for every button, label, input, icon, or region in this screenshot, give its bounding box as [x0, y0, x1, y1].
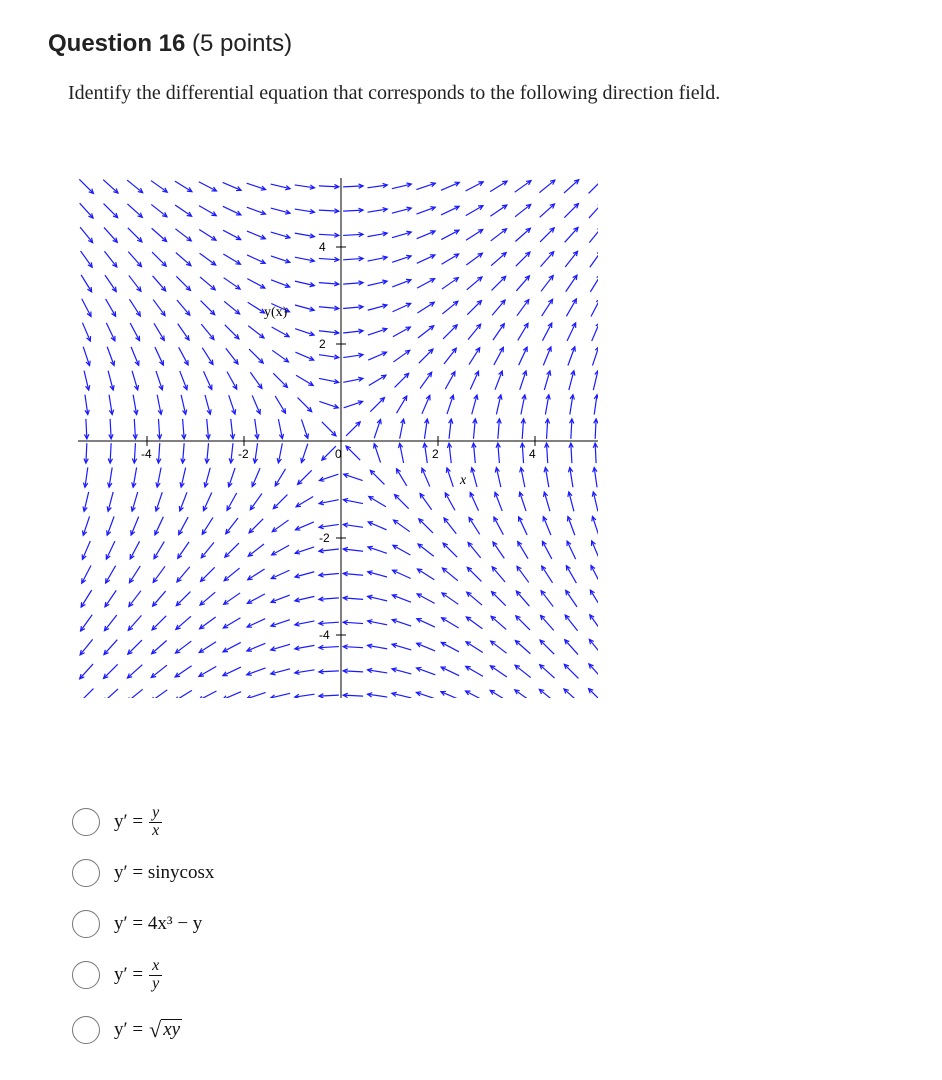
field-arrow	[81, 251, 93, 267]
field-arrow	[442, 618, 459, 628]
field-arrow	[468, 542, 481, 557]
field-arrow	[201, 567, 215, 581]
field-arrow	[273, 495, 287, 509]
field-arrow	[442, 593, 458, 604]
option-siny-cosx[interactable]	[72, 855, 214, 891]
square-root	[149, 1019, 182, 1041]
field-arrow	[129, 275, 141, 291]
field-arrow	[129, 566, 140, 583]
field-arrow	[80, 664, 93, 679]
field-arrow	[542, 323, 551, 341]
field-arrow	[493, 324, 504, 340]
field-arrow	[151, 665, 167, 677]
field-arrow	[343, 671, 363, 672]
field-arrow	[595, 419, 596, 439]
numerator: y	[149, 805, 162, 823]
option-sqrt-xy[interactable]	[72, 1012, 182, 1048]
field-arrow	[571, 443, 572, 463]
field-arrow	[81, 275, 92, 292]
field-arrow	[178, 542, 189, 558]
field-arrow	[467, 567, 481, 581]
field-arrow	[104, 615, 116, 631]
radicand: xy	[163, 1019, 181, 1041]
field-arrow	[224, 593, 240, 604]
field-arrow	[420, 493, 432, 509]
field-arrow	[296, 375, 313, 385]
equation-lhs: y′ =	[114, 811, 144, 832]
field-arrow	[127, 665, 142, 678]
field-arrow	[319, 210, 339, 211]
field-arrow	[80, 639, 93, 655]
field-arrow	[226, 348, 238, 364]
field-arrow	[272, 327, 289, 337]
field-arrow	[199, 229, 216, 240]
option-equation: y′ = sinycosx	[114, 862, 215, 883]
field-arrow	[540, 665, 555, 678]
y-tick-label: -4	[319, 628, 330, 642]
field-arrow	[443, 325, 457, 339]
field-arrow	[224, 568, 239, 581]
field-arrow	[223, 230, 241, 239]
field-arrow	[322, 422, 336, 436]
field-arrow	[176, 276, 190, 290]
field-arrow	[128, 615, 141, 630]
field-arrow	[223, 254, 240, 264]
field-arrow	[541, 252, 554, 267]
field-arrow	[466, 253, 482, 265]
field-arrow	[223, 618, 240, 628]
field-arrow	[469, 348, 480, 365]
field-arrow	[152, 252, 166, 266]
field-arrow	[128, 252, 141, 267]
field-arrow	[442, 278, 458, 289]
field-arrow	[491, 616, 506, 629]
field-arrow	[225, 325, 239, 339]
field-arrow	[566, 275, 577, 292]
field-arrow	[518, 323, 528, 340]
field-arrow	[491, 641, 507, 653]
field-arrow	[395, 495, 409, 509]
field-arrow	[248, 326, 264, 338]
field-arrow	[202, 517, 213, 534]
radio-button[interactable]	[72, 859, 100, 887]
field-arrow	[298, 470, 312, 484]
field-arrow	[175, 181, 192, 192]
field-arrow	[103, 180, 118, 193]
field-arrow	[153, 591, 166, 606]
question-prompt: Identify the differential equation that corresponds to the following direction field.	[68, 82, 721, 104]
field-arrow	[275, 396, 285, 413]
field-arrow	[199, 182, 217, 191]
field-arrow	[128, 228, 142, 242]
question-number: Question 16	[48, 30, 186, 57]
field-arrow	[589, 664, 598, 679]
field-arrow	[466, 642, 483, 653]
field-arrow	[516, 252, 530, 266]
field-arrow	[200, 592, 215, 605]
field-arrow	[418, 326, 434, 338]
field-arrow	[199, 642, 216, 653]
field-arrow	[589, 179, 598, 193]
field-arrow	[441, 667, 459, 676]
field-arrow	[106, 299, 116, 316]
field-arrow	[177, 567, 190, 582]
direction-field-plot	[78, 178, 598, 698]
y-tick-label: 2	[319, 337, 326, 351]
field-arrow	[490, 181, 507, 192]
field-arrow	[589, 227, 598, 243]
field-arrow	[104, 640, 117, 655]
field-arrow	[346, 446, 360, 460]
field-arrow	[468, 324, 481, 339]
field-arrow	[442, 568, 457, 581]
field-arrow	[564, 689, 579, 698]
field-arrow	[110, 419, 111, 439]
field-arrow	[175, 666, 192, 677]
field-arrow	[419, 519, 433, 533]
field-arrow	[565, 227, 578, 242]
field-arrow	[127, 180, 143, 193]
x-axis-label: x	[460, 473, 467, 488]
field-arrow	[128, 640, 142, 654]
option-y-over-x[interactable]	[72, 804, 162, 840]
field-arrow	[248, 569, 265, 580]
field-arrow	[494, 517, 503, 535]
field-arrow	[151, 204, 167, 216]
field-arrow	[224, 278, 240, 289]
field-arrow	[105, 275, 116, 292]
field-arrow	[393, 520, 409, 532]
field-arrow	[516, 616, 530, 630]
field-arrow	[515, 665, 531, 677]
field-arrow	[566, 590, 577, 607]
field-arrow	[540, 228, 554, 242]
field-arrow	[441, 230, 459, 239]
field-arrow	[322, 446, 336, 460]
field-arrow	[444, 518, 456, 534]
field-arrow	[179, 347, 188, 365]
field-arrow	[515, 641, 530, 654]
field-arrow	[175, 205, 192, 216]
field-arrow	[466, 229, 483, 240]
field-arrow	[178, 324, 189, 340]
field-arrow	[466, 617, 482, 629]
field-arrow	[223, 667, 241, 676]
field-arrow	[79, 179, 93, 193]
field-arrow	[224, 301, 239, 314]
field-arrow	[370, 470, 384, 484]
field-arrow	[540, 204, 555, 217]
field-arrow	[369, 496, 386, 506]
field-arrow	[272, 545, 289, 555]
field-arrow	[541, 591, 553, 607]
field-arrow	[467, 592, 482, 605]
fraction	[149, 958, 162, 993]
field-arrow	[129, 591, 141, 607]
field-arrow	[515, 204, 531, 216]
field-arrow	[154, 323, 164, 340]
field-arrow	[567, 323, 576, 341]
field-arrow	[129, 299, 140, 316]
field-arrow	[201, 324, 214, 339]
field-arrow	[86, 419, 87, 439]
field-arrow	[395, 373, 409, 387]
field-arrow	[319, 695, 339, 696]
field-arrow	[103, 689, 118, 698]
field-arrow	[250, 493, 262, 509]
field-arrow	[393, 545, 410, 555]
field-arrow	[249, 519, 263, 533]
field-arrow	[590, 251, 598, 267]
x-tick-label: 4	[529, 447, 536, 461]
field-arrow	[417, 569, 434, 580]
field-arrow	[130, 541, 139, 559]
field-arrow	[104, 204, 118, 218]
field-arrow	[247, 594, 265, 603]
field-arrow	[176, 592, 190, 606]
field-arrow	[275, 469, 285, 486]
y-tick-label: -2	[319, 531, 330, 545]
field-arrow	[541, 615, 554, 630]
field-arrow	[153, 300, 165, 316]
field-arrow	[200, 253, 216, 265]
field-arrow	[152, 616, 166, 630]
field-arrow	[517, 300, 529, 316]
field-arrow	[110, 443, 111, 463]
field-arrow	[542, 299, 553, 316]
field-arrow	[490, 205, 507, 216]
field-arrow	[152, 228, 167, 241]
field-arrow	[175, 641, 191, 653]
field-arrow	[127, 204, 142, 217]
field-arrow	[443, 543, 457, 557]
field-arrow	[343, 210, 363, 211]
field-arrow	[346, 422, 360, 436]
field-arrow	[540, 640, 554, 654]
field-arrow	[494, 347, 503, 365]
field-arrow	[564, 664, 578, 678]
field-arrow	[81, 615, 93, 631]
field-arrow	[79, 689, 93, 698]
radio-button[interactable]	[72, 808, 100, 836]
field-arrow	[564, 180, 579, 193]
field-arrow	[152, 641, 167, 654]
x-tick-label: -2	[238, 447, 249, 461]
field-arrow	[490, 666, 507, 677]
field-arrow	[571, 419, 572, 439]
field-arrow	[442, 254, 459, 264]
y-tick-label: 4	[319, 240, 326, 254]
field-arrow	[247, 279, 265, 288]
field-arrow	[298, 398, 312, 412]
field-arrow	[491, 229, 507, 241]
fraction	[149, 805, 162, 840]
field-arrow	[154, 542, 164, 559]
y-axis-label: y(x)	[264, 305, 288, 320]
field-arrow	[248, 544, 264, 556]
field-arrow	[515, 181, 531, 193]
equation-lhs: y′ =	[114, 964, 144, 985]
field-arrow	[177, 300, 190, 315]
field-arrow	[86, 443, 87, 463]
field-arrow	[466, 206, 483, 216]
field-arrow	[176, 253, 191, 266]
field-arrow	[106, 323, 115, 341]
field-arrow	[106, 566, 116, 583]
field-arrow	[541, 275, 553, 291]
field-arrow	[151, 181, 167, 193]
field-arrow	[595, 443, 596, 463]
field-arrow	[565, 640, 578, 655]
field-arrow	[493, 542, 504, 558]
field-arrow	[153, 566, 165, 582]
field-arrow	[516, 276, 529, 291]
radio-button[interactable]	[72, 961, 100, 989]
field-arrow	[153, 276, 166, 291]
field-arrow	[564, 204, 578, 218]
field-arrow	[202, 348, 213, 365]
field-arrow	[515, 228, 530, 241]
field-arrow	[518, 542, 528, 559]
field-arrow	[542, 566, 553, 583]
radio-button[interactable]	[72, 910, 100, 938]
field-arrow	[223, 642, 241, 651]
field-arrow	[445, 493, 455, 510]
question-title	[48, 30, 292, 58]
denominator: y	[152, 974, 160, 992]
radio-button[interactable]	[72, 1016, 100, 1044]
field-arrow	[104, 251, 116, 267]
option-equation	[114, 958, 162, 993]
field-arrow	[393, 350, 409, 362]
field-arrow	[200, 277, 215, 290]
field-arrow	[467, 277, 482, 290]
field-arrow	[106, 541, 115, 559]
field-arrow	[226, 518, 238, 534]
field-arrow	[227, 493, 237, 510]
field-arrow	[370, 398, 384, 412]
field-arrow	[492, 300, 505, 315]
field-arrow	[225, 543, 239, 557]
field-arrow	[319, 186, 339, 187]
field-arrow	[469, 517, 480, 534]
field-arrow	[396, 469, 406, 486]
x-tick-label: -4	[141, 447, 152, 461]
option-equation	[114, 805, 162, 840]
equation-lhs: y′ =	[114, 1019, 144, 1040]
field-arrow	[417, 279, 435, 288]
field-arrow	[272, 520, 288, 532]
field-arrow	[566, 299, 576, 316]
field-arrow	[248, 302, 265, 313]
field-arrow	[343, 186, 363, 187]
field-arrow	[369, 375, 386, 385]
option-equation: y′ = 4x³ − y	[114, 913, 203, 934]
field-arrow	[151, 690, 167, 698]
field-arrow	[250, 372, 262, 388]
field-arrow	[80, 227, 93, 243]
field-arrow	[223, 206, 241, 215]
field-arrow	[175, 229, 191, 241]
field-arrow	[319, 671, 339, 672]
field-arrow	[420, 372, 432, 388]
option-x-over-y[interactable]	[72, 957, 162, 993]
field-arrow	[272, 350, 288, 362]
field-arrow	[542, 541, 551, 559]
field-arrow	[566, 566, 576, 583]
field-arrow	[516, 591, 529, 606]
field-arrow	[492, 592, 506, 606]
field-arrow	[200, 617, 216, 629]
field-arrow	[130, 323, 139, 341]
field-arrow	[296, 496, 313, 506]
field-arrow	[445, 372, 455, 389]
field-arrow	[417, 302, 434, 313]
option-equation	[114, 1019, 182, 1041]
field-arrow	[199, 666, 216, 676]
field-arrow	[179, 517, 188, 535]
field-arrow	[466, 182, 484, 191]
field-arrow	[199, 206, 216, 216]
direction-field-arrows	[79, 179, 598, 698]
field-arrow	[81, 590, 92, 607]
field-arrow	[82, 299, 91, 317]
field-arrow	[201, 542, 214, 557]
x-tick-label: 2	[432, 447, 439, 461]
field-arrow	[105, 590, 116, 607]
field-arrow	[80, 203, 93, 218]
field-arrow	[539, 180, 555, 193]
field-arrow	[393, 327, 410, 337]
numerator: x	[149, 958, 162, 976]
field-arrow	[467, 301, 481, 315]
x-tick-label: 0	[335, 447, 342, 461]
field-arrow	[127, 689, 143, 698]
field-arrow	[491, 253, 506, 266]
field-arrow	[273, 373, 287, 387]
field-arrow	[343, 695, 363, 696]
denominator: x	[152, 821, 160, 839]
field-arrow	[441, 206, 459, 215]
radical-sign: √	[149, 1017, 162, 1042]
field-arrow	[82, 566, 91, 584]
field-arrow	[589, 203, 598, 218]
field-arrow	[419, 349, 433, 363]
field-arrow	[201, 301, 215, 315]
field-arrow	[249, 349, 263, 363]
field-arrow	[417, 594, 435, 603]
field-arrow	[565, 615, 577, 631]
field-arrow	[176, 616, 191, 629]
field-arrow	[441, 642, 459, 651]
field-arrow	[418, 544, 434, 556]
field-arrow	[492, 567, 505, 582]
field-arrow	[227, 372, 237, 389]
field-arrow	[104, 664, 118, 678]
question-points: (5 points)	[192, 30, 293, 57]
option-4x3-minus-y[interactable]	[72, 906, 202, 942]
field-arrow	[565, 251, 577, 267]
field-arrow	[442, 301, 457, 314]
field-arrow	[492, 276, 506, 290]
field-arrow	[104, 227, 117, 242]
field-arrow	[567, 541, 576, 559]
field-arrow	[517, 566, 529, 582]
field-arrow	[466, 666, 483, 676]
field-arrow	[444, 348, 456, 364]
field-arrow	[396, 396, 406, 413]
